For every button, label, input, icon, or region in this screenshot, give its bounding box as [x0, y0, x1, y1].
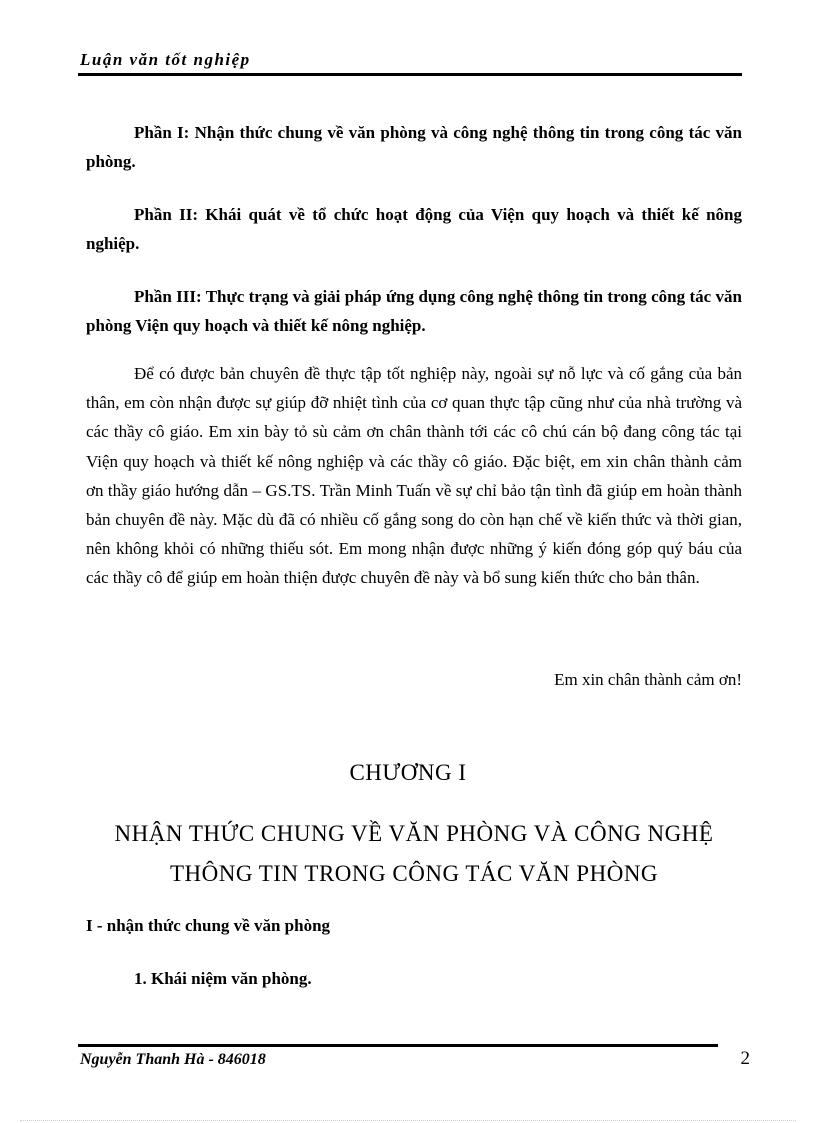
closing-thanks: Em xin chân thành cảm ơn! [554, 670, 742, 689]
page-number: 2 [740, 1048, 750, 1069]
header-title: Luận văn tốt nghiệp [80, 50, 251, 69]
bottom-dotted-line [20, 1120, 796, 1121]
footer-rule [78, 1044, 718, 1047]
subsection-heading: 1. Khái niệm văn phòng. [134, 969, 312, 988]
part-3-paragraph: Phần III: Thực trạng và giải pháp ứng dụng công nghệ thông tin trong công tác văn phòng Viện quy hoạch và thiết kế nông nghiệp. [86, 287, 742, 335]
chapter-title-line-1: NHẬN THỨC CHUNG VỀ VĂN PHÒNG VÀ CÔNG NGHỆ [114, 821, 714, 846]
footer-author: Nguyễn Thanh Hà - 846018 [80, 1051, 266, 1068]
part-2-paragraph: Phần II: Khái quát về tổ chức hoạt động của Viện quy hoạch và thiết kế nông nghiệp. [86, 205, 742, 253]
chapter-title [86, 814, 742, 894]
chapter-label: CHƯƠNG I [349, 760, 467, 785]
acknowledgement-paragraph: Để có được bản chuyên đề thực tập tốt nghiệp này, ngoài sự nỗ lực và cố gắng của bản thân, em còn nhận được sự giúp đỡ nhiệt tình của cơ quan thực tập cũng như của nhà trường và các thầy cô giáo. Em xin bày tỏ sù cảm ơn chân thành tới các cô chú cán bộ đang công tác tại Viện quy hoạch và thiết kế nông nghiệp và các thầy cô giáo. Đặc biệt, em xin chân thành cảm ơn thầy giáo hướng dẫn – GS.TS. Trần Minh Tuấn về sự chỉ bảo tận tình đã giúp em hoàn thành bản chuyên đề này. Mặc dù đã có nhiều cố gắng song do còn hạn chế về kiến thức và thời gian, nên không khỏi có những thiếu sót. Em mong nhận được những ý kiến đóng góp quý báu của các thầy cô để giúp em hoàn thiện được chuyên đề này và bổ sung kiến thức cho bản thân. [86, 364, 742, 588]
section-heading: I - nhận thức chung về văn phòng [86, 916, 331, 935]
chapter-title-line-2: THÔNG TIN TRONG CÔNG TÁC VĂN PHÒNG [169, 861, 659, 886]
part-1-paragraph: Phần I: Nhận thức chung về văn phòng và công nghệ thông tin trong công tác văn phòng. [86, 123, 742, 171]
header-rule [78, 73, 742, 76]
